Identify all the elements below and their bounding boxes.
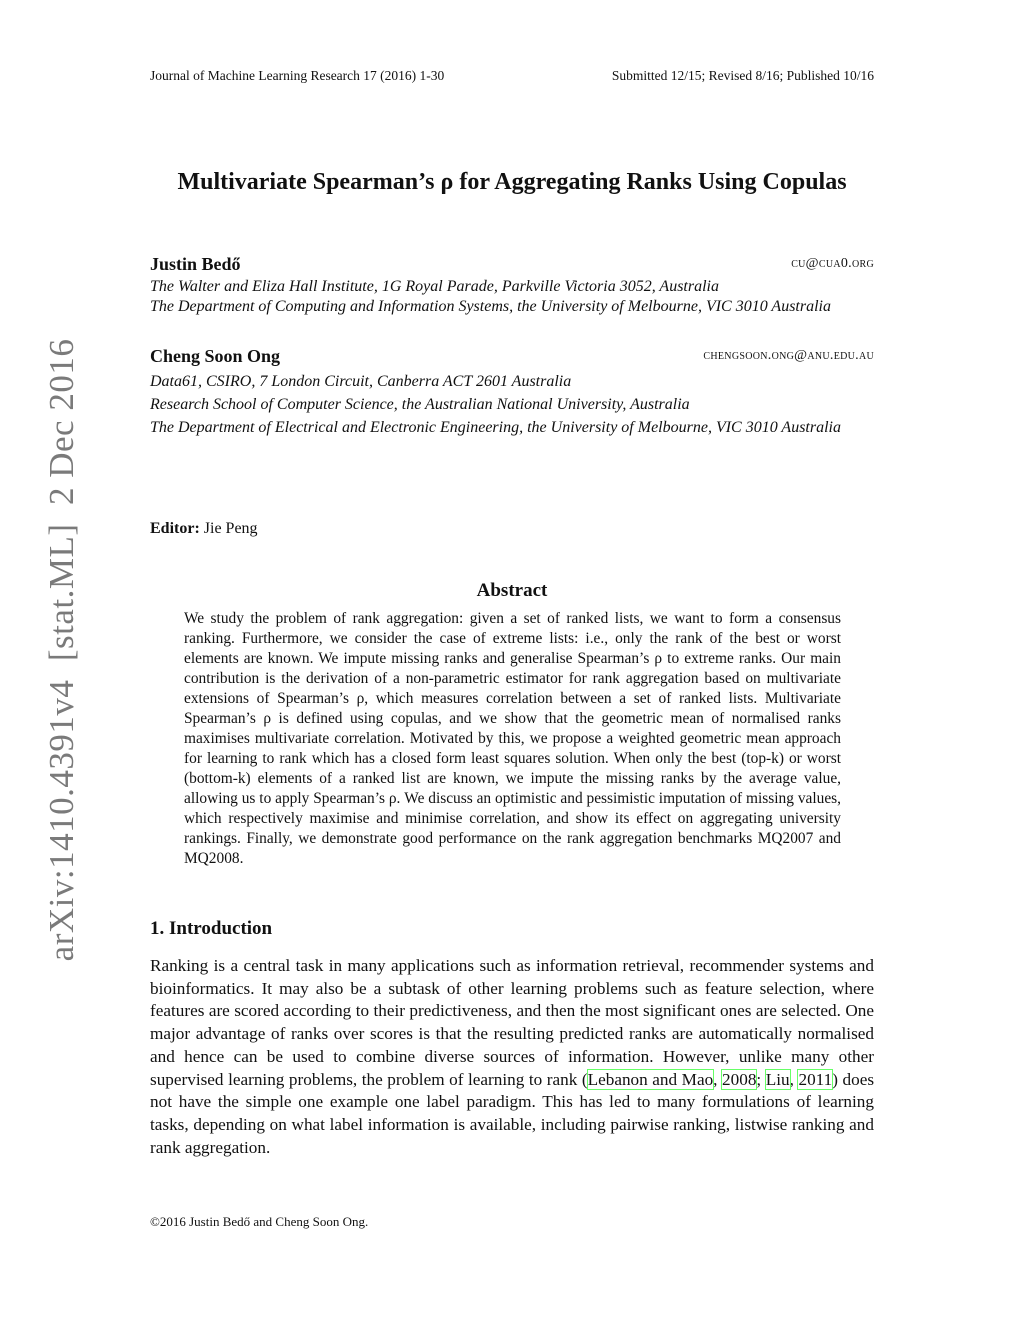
citation-lebanon-mao-year[interactable]: 2008	[722, 1069, 757, 1089]
arxiv-identifier-stamp[interactable]: arXiv:1410.4391v4 [stat.ML] 2 Dec 2016	[42, 338, 81, 962]
citation-liu-authors[interactable]: Liu	[765, 1069, 790, 1089]
author-email-1[interactable]: cu@cua0.org	[791, 256, 874, 271]
section-heading-introduction: 1. Introduction	[150, 918, 273, 939]
paper-title: Multivariate Spearman’s ρ for Aggregating Ranks Using Copulas	[177, 169, 847, 195]
abstract-heading: Abstract	[476, 580, 548, 601]
citation-separator: ,	[713, 1069, 723, 1089]
submission-dates: Submitted 12/15; Revised 8/16; Published 10/16	[611, 68, 874, 83]
editor-line	[150, 520, 258, 538]
intro-text-before: Ranking is a central task in many applications such as information retrieval, recommender systems and bioinformatics. It may also be a subtask of other learning problems such as feature selection, where features are scored according to their predictiveness, and then the most significant ones are selected. One major advantage of ranks over scores is that the resulting predicted ranks are automatically normalised and hence can be used to combine diverse sources of information. However, unlike many other supervised learning problems, the problem of learning to rank (	[150, 956, 874, 1089]
journal-header: Journal of Machine Learning Research 17 (2016) 1-30	[150, 68, 445, 83]
author-2-affiliation-2: Research School of Computer Science, the Australian National University, Australia	[150, 396, 690, 413]
citation-separator: ;	[756, 1069, 766, 1089]
intro-text-after: ) does not have the simple one example one label paradigm. This has led to many formulations of learning tasks, depending on what label information is available, including pairwise ranking, listwise ranking and rank aggregation.	[150, 1069, 875, 1157]
author-2-affiliation-1: Data61, CSIRO, 7 London Circuit, Canberra ACT 2601 Australia	[150, 373, 572, 390]
copyright-notice: ©2016 Justin Bedő and Cheng Soon Ong.	[150, 1214, 369, 1229]
citation-lebanon-mao-authors[interactable]: Lebanon and Mao	[587, 1069, 714, 1089]
author-name-2: Cheng Soon Ong	[150, 346, 281, 366]
author-1-affiliation-1: The Walter and Eliza Hall Institute, 1G Royal Parade, Parkville Victoria 3052, Australia	[150, 278, 719, 295]
author-email-2[interactable]: chengsoon.ong@anu.edu.au	[703, 348, 874, 363]
editor-label: Editor:	[150, 520, 200, 537]
citation-liu-year[interactable]: 2011	[798, 1069, 833, 1089]
author-name-1: Justin Bedő	[150, 254, 241, 274]
introduction-paragraph	[150, 955, 874, 1159]
abstract-text: We study the problem of rank aggregation: given a set of ranked lists, we want to form a consensus ranking. Furthermore, we consider the case of extreme lists: i.e., only the rank of the best or worst elements are known. We impute missing ranks and generalise Spearman’s ρ to extreme ranks. Our main contribution is the derivation of a non-parametric estimator for rank aggregation based on multivariate extensions of Spearman’s ρ, which measures correlation between a set of ranked lists. Multivariate Spearman’s ρ is defined using copulas, and we show that the geometric mean of normalised ranks maximises multivariate correlation. Motivated by this, we propose a weighted geometric mean approach for learning to rank which has a closed form least squares solution. When only the best (top-k) or worst (bottom-k) elements of a ranked list are known, we impute the missing ranks by the average value, allowing us to apply Spearman’s ρ. We discuss an optimistic and pessimistic imputation of missing values, which respectively maximise and minimise correlation, and show its effect on aggregating university rankings. Finally, we demonstrate good performance on the rank aggregation benchmarks MQ2007 and MQ2008.	[184, 610, 841, 867]
author-1-affiliation-2: The Department of Computing and Information Systems, the University of Melbourne, VIC 3010 Australia	[150, 298, 831, 315]
editor-name: Jie Peng	[203, 520, 258, 537]
author-2-affiliation-3: The Department of Electrical and Electronic Engineering, the University of Melbourne, VIC 3010 Australia	[150, 419, 841, 436]
citation-separator: ,	[789, 1069, 799, 1089]
